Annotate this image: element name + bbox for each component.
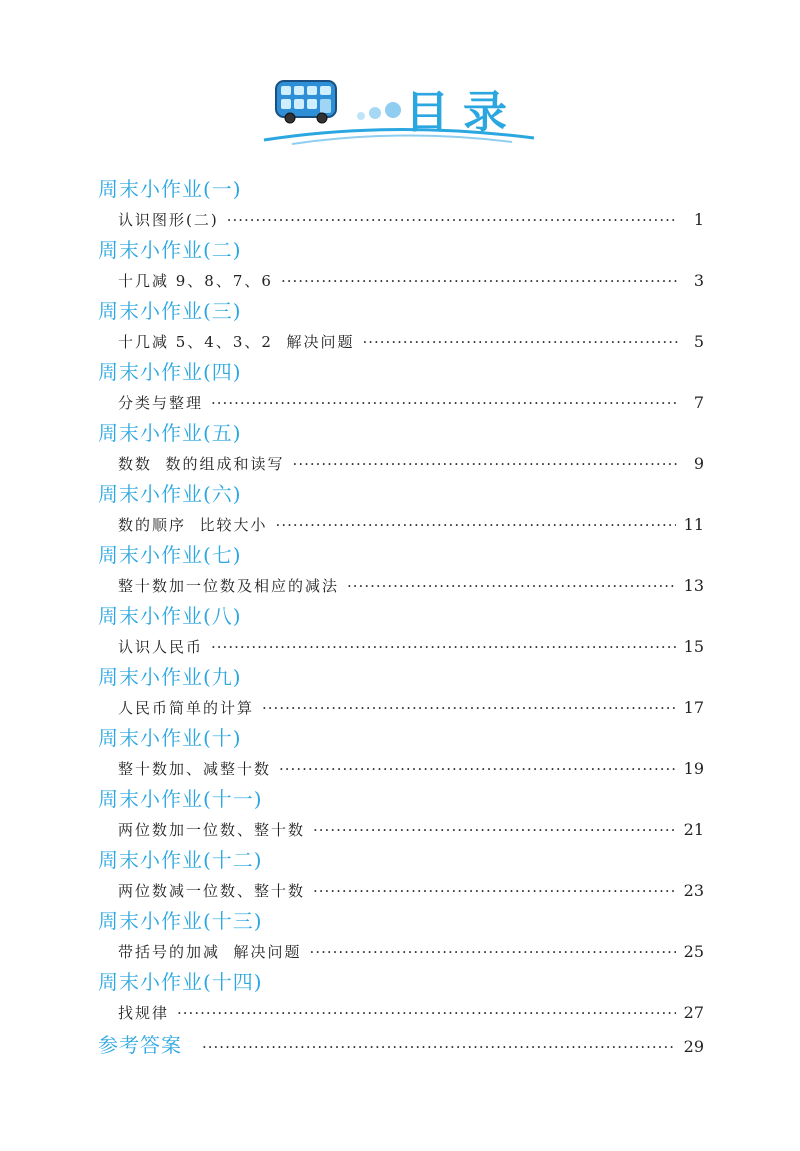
entry-title: 人民币简单的计算 [118,699,255,717]
section-heading: 周末小作业(九) [98,665,242,689]
swoosh-underline [262,118,537,148]
entry-title: 两位数减一位数、整十数 [118,882,306,900]
page-number: 11 [683,515,704,534]
toc-group [98,296,704,357]
section-heading: 周末小作业(七) [98,543,242,567]
toc-group [98,723,704,784]
toc-entry[interactable] [98,204,704,235]
toc-entry[interactable] [98,936,704,967]
toc-entry[interactable] [98,753,704,784]
toc-group [98,662,704,723]
page-number: 23 [683,881,704,900]
dot-leader [313,815,676,846]
toc-group [98,235,704,296]
dot-leader [202,1032,676,1063]
table-of-contents [98,174,704,1061]
dot-leader [276,510,676,541]
section-heading: 周末小作业(一) [98,177,242,201]
dot-leader [211,632,676,663]
page-number: 13 [683,576,704,595]
section-heading: 周末小作业(六) [98,482,242,506]
entry-title: 两位数加一位数、整十数 [118,821,306,839]
answers-title: 参考答案 [98,1033,182,1057]
toc-entry[interactable] [98,997,704,1028]
toc-entry[interactable] [98,875,704,906]
page-number: 21 [683,820,704,839]
dot-leader [347,571,676,602]
toc-entry[interactable] [98,448,704,479]
entry-title: 带括号的加减 解决问题 [118,943,302,961]
page-number: 25 [683,942,704,961]
entry-title: 数的顺序 比较大小 [118,516,268,534]
section-heading: 周末小作业(十四) [98,970,263,994]
dot-leader [211,388,678,419]
toc-group [98,601,704,662]
toc-group [98,479,704,540]
page-number: 7 [693,393,704,412]
dot-leader [279,754,676,785]
entry-title: 整十数加一位数及相应的减法 [118,577,340,595]
toc-group [98,967,704,1028]
toc-entry[interactable] [98,265,704,296]
section-heading: 周末小作业(十一) [98,787,263,811]
dot-leader [281,266,678,297]
page-number: 29 [683,1037,704,1056]
toc-group [98,845,704,906]
toc-group [98,784,704,845]
section-heading: 周末小作业(四) [98,360,242,384]
dot-leader [362,327,678,358]
section-heading: 周末小作业(五) [98,421,242,445]
toc-header [0,70,800,150]
section-heading: 周末小作业(十三) [98,909,263,933]
section-heading: 周末小作业(十) [98,726,242,750]
entry-title: 认识图形(二) [118,211,219,229]
toc-group [98,357,704,418]
page-number: 17 [683,698,704,717]
page-number: 9 [693,454,704,473]
toc-group [98,418,704,479]
answers-entry[interactable] [98,1030,704,1061]
toc-entry[interactable] [98,387,704,418]
page-number: 27 [683,1003,704,1022]
section-heading: 周末小作业(十二) [98,848,263,872]
entry-title: 分类与整理 [118,394,204,412]
dot-leader [310,937,676,968]
entry-title: 认识人民币 [118,638,204,656]
entry-title: 十几减 5、4、3、2 解决问题 [118,333,355,351]
page-number: 19 [683,759,704,778]
page-title: 目录 [405,87,521,138]
toc-group [98,540,704,601]
section-heading: 周末小作业(二) [98,238,242,262]
dot-leader [313,876,676,907]
dot-leader [262,693,676,724]
page-number: 15 [683,637,704,656]
section-heading: 周末小作业(八) [98,604,242,628]
page-number: 5 [693,332,704,351]
toc-group [98,174,704,235]
toc-entry[interactable] [98,570,704,601]
section-heading: 周末小作业(三) [98,299,242,323]
toc-entry[interactable] [98,692,704,723]
dot-leader [177,998,676,1029]
entry-title: 数数 数的组成和读写 [118,455,285,473]
entry-title: 整十数加、减整十数 [118,760,272,778]
dot-leader [293,449,678,480]
page-number: 1 [693,210,704,229]
toc-entry[interactable] [98,326,704,357]
toc-entry[interactable] [98,631,704,662]
dot-leader [227,205,678,236]
toc-entry[interactable] [98,509,704,540]
toc-group [98,906,704,967]
entry-title: 十几减 9、8、7、6 [118,272,273,290]
toc-entry[interactable] [98,814,704,845]
entry-title: 找规律 [118,1004,170,1022]
page-number: 3 [693,271,704,290]
